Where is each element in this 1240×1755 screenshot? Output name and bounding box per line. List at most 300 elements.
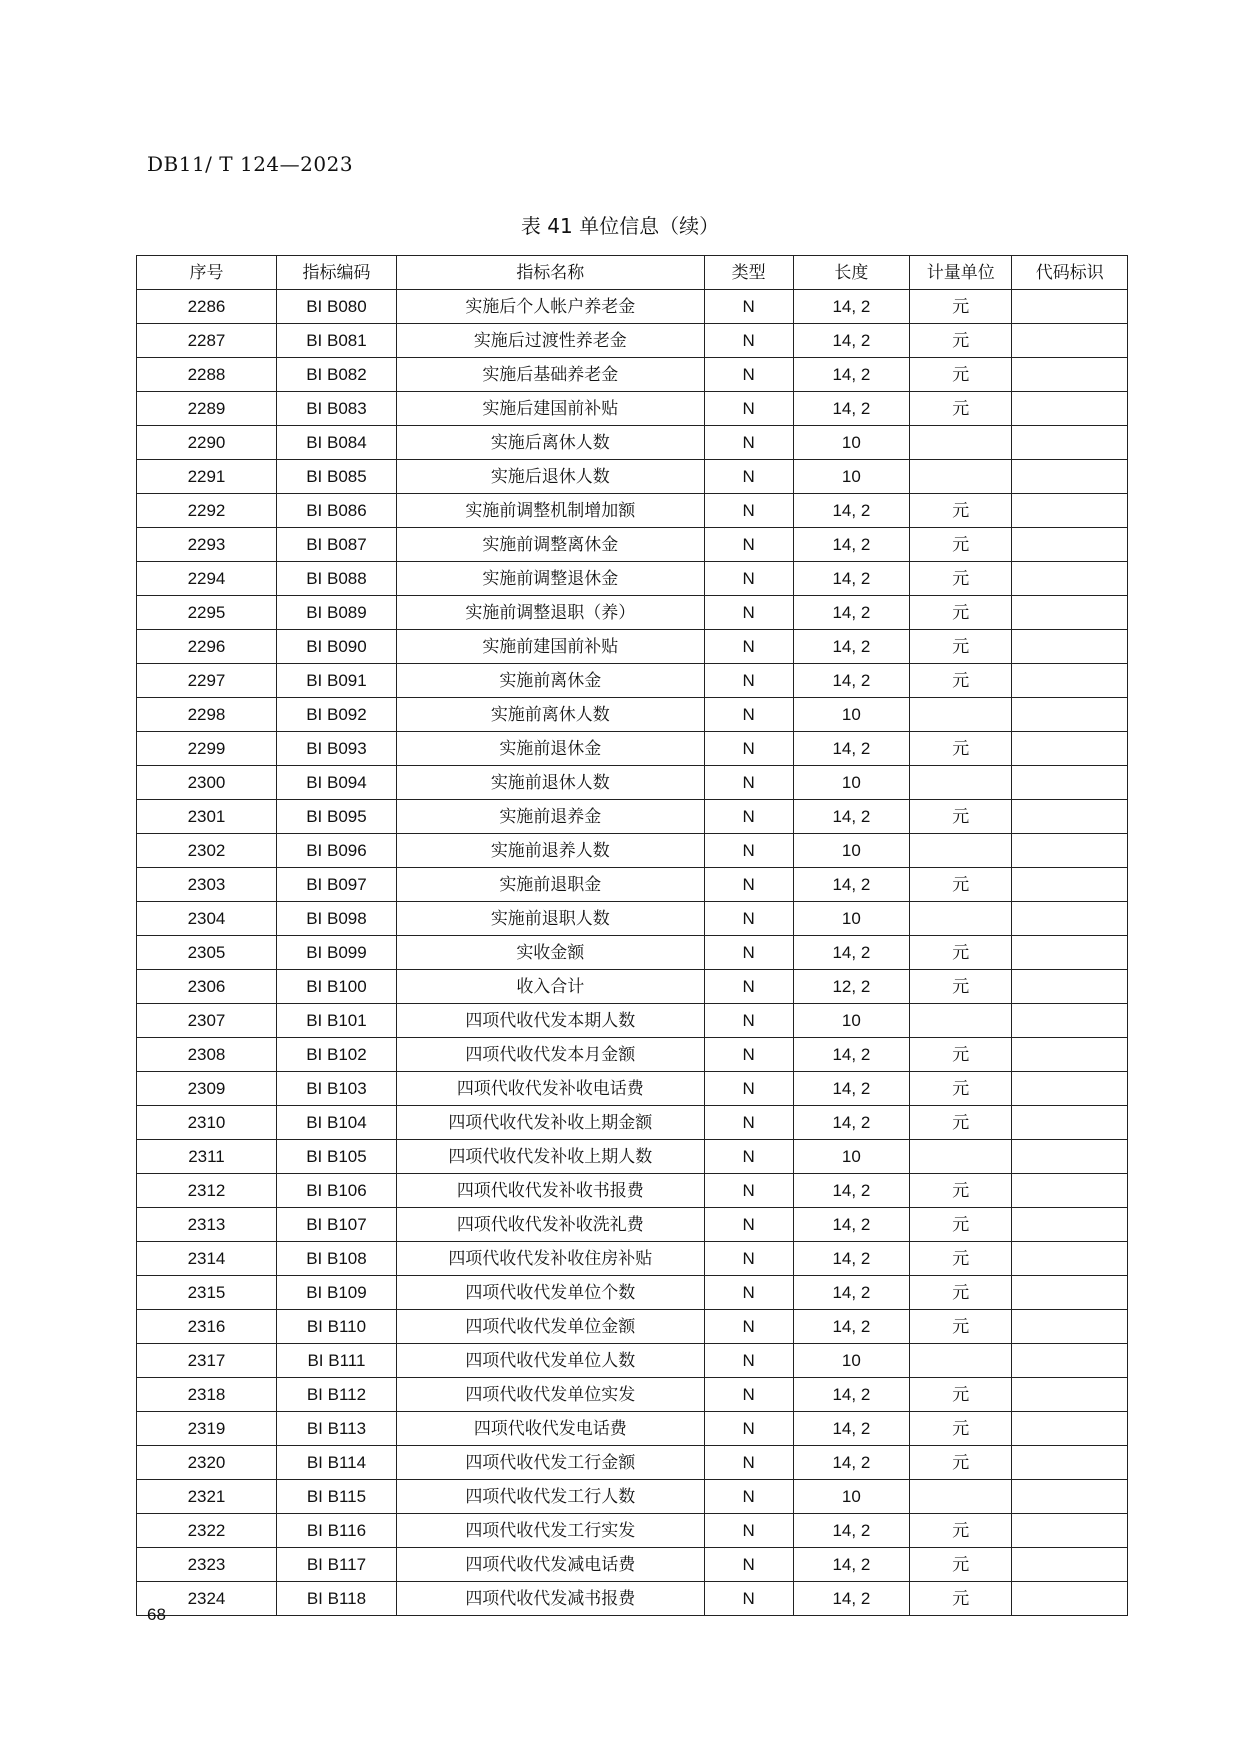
cell-code: BI B102 [276,1038,396,1072]
cell-code: BI B115 [276,1480,396,1514]
cell-code-flag [1012,392,1128,426]
cell-unit: 元 [910,1174,1012,1208]
cell-code-flag [1012,1446,1128,1480]
cell-type: N [704,664,793,698]
cell-seq: 2287 [137,324,277,358]
cell-name: 实施前离休人数 [396,698,704,732]
cell-seq: 2310 [137,1106,277,1140]
document-code: DB11/ T 124—2023 [147,152,354,176]
cell-name: 四项代收代发补收电话费 [396,1072,704,1106]
table-row [137,868,1128,902]
cell-code: BI B095 [276,800,396,834]
cell-unit: 元 [910,358,1012,392]
cell-seq: 2300 [137,766,277,800]
cell-unit: 元 [910,1242,1012,1276]
cell-code: BI B096 [276,834,396,868]
cell-code-flag [1012,1548,1128,1582]
cell-length: 10 [793,426,910,460]
cell-code-flag [1012,1582,1128,1616]
cell-type: N [704,970,793,1004]
cell-type: N [704,596,793,630]
cell-seq: 2297 [137,664,277,698]
cell-type: N [704,1582,793,1616]
cell-unit: 元 [910,562,1012,596]
cell-name: 收入合计 [396,970,704,1004]
cell-name: 实施前调整机制增加额 [396,494,704,528]
cell-seq: 2305 [137,936,277,970]
cell-code: BI B113 [276,1412,396,1446]
cell-name: 实施前退休人数 [396,766,704,800]
cell-unit [910,766,1012,800]
cell-unit: 元 [910,1548,1012,1582]
cell-code-flag [1012,494,1128,528]
cell-type: N [704,1514,793,1548]
header-code-flag: 代码标识 [1012,256,1128,290]
cell-seq: 2311 [137,1140,277,1174]
cell-length: 14, 2 [793,1276,910,1310]
cell-name: 四项代收代发工行人数 [396,1480,704,1514]
cell-seq: 2299 [137,732,277,766]
table-row [137,664,1128,698]
cell-type: N [704,1548,793,1582]
cell-code-flag [1012,1140,1128,1174]
cell-name: 四项代收代发单位金额 [396,1310,704,1344]
cell-type: N [704,1038,793,1072]
cell-type: N [704,1072,793,1106]
cell-type: N [704,1242,793,1276]
cell-length: 10 [793,1004,910,1038]
cell-length: 14, 2 [793,1412,910,1446]
cell-length: 14, 2 [793,562,910,596]
cell-name: 实施后退休人数 [396,460,704,494]
cell-type: N [704,732,793,766]
cell-seq: 2322 [137,1514,277,1548]
cell-length: 14, 2 [793,290,910,324]
cell-name: 四项代收代发补收上期金额 [396,1106,704,1140]
cell-code: BI B118 [276,1582,396,1616]
table-row [137,1208,1128,1242]
cell-unit [910,426,1012,460]
cell-type: N [704,562,793,596]
cell-length: 14, 2 [793,1106,910,1140]
cell-code: BI B085 [276,460,396,494]
cell-code-flag [1012,698,1128,732]
cell-length: 10 [793,834,910,868]
cell-code: BI B086 [276,494,396,528]
cell-unit [910,460,1012,494]
cell-type: N [704,358,793,392]
table-row [137,324,1128,358]
cell-unit: 元 [910,1514,1012,1548]
cell-code-flag [1012,800,1128,834]
cell-length: 14, 2 [793,936,910,970]
cell-name: 四项代收代发本期人数 [396,1004,704,1038]
cell-seq: 2286 [137,290,277,324]
cell-code: BI B083 [276,392,396,426]
cell-unit [910,1004,1012,1038]
cell-code: BI B088 [276,562,396,596]
cell-seq: 2309 [137,1072,277,1106]
cell-code: BI B100 [276,970,396,1004]
cell-code-flag [1012,1004,1128,1038]
page-number: 68 [147,1605,166,1624]
cell-name: 实施前离休金 [396,664,704,698]
cell-code: BI B092 [276,698,396,732]
table-row [137,800,1128,834]
cell-name: 实施前调整退职（养） [396,596,704,630]
cell-length: 14, 2 [793,358,910,392]
cell-unit: 元 [910,1582,1012,1616]
cell-code: BI B112 [276,1378,396,1412]
cell-name: 四项代收代发电话费 [396,1412,704,1446]
cell-type: N [704,460,793,494]
cell-length: 10 [793,698,910,732]
cell-code: BI B104 [276,1106,396,1140]
cell-code: BI B087 [276,528,396,562]
cell-name: 实施前退养人数 [396,834,704,868]
cell-code-flag [1012,1242,1128,1276]
cell-seq: 2296 [137,630,277,664]
cell-length: 14, 2 [793,392,910,426]
table-row [137,426,1128,460]
cell-name: 四项代收代发补收书报费 [396,1174,704,1208]
cell-seq: 2298 [137,698,277,732]
cell-type: N [704,902,793,936]
table-row [137,1446,1128,1480]
cell-code-flag [1012,1106,1128,1140]
cell-seq: 2303 [137,868,277,902]
cell-seq: 2306 [137,970,277,1004]
cell-code-flag [1012,596,1128,630]
cell-name: 四项代收代发补收上期人数 [396,1140,704,1174]
cell-length: 10 [793,902,910,936]
cell-length: 14, 2 [793,596,910,630]
table-row [137,970,1128,1004]
table-row [137,1514,1128,1548]
cell-code-flag [1012,324,1128,358]
cell-type: N [704,1174,793,1208]
table-row [137,1140,1128,1174]
cell-type: N [704,1378,793,1412]
cell-length: 12, 2 [793,970,910,1004]
cell-code-flag [1012,1038,1128,1072]
cell-code: BI B098 [276,902,396,936]
cell-code: BI B101 [276,1004,396,1038]
table-row [137,698,1128,732]
cell-seq: 2314 [137,1242,277,1276]
cell-length: 14, 2 [793,494,910,528]
cell-name: 四项代收代发单位实发 [396,1378,704,1412]
cell-name: 实施后离休人数 [396,426,704,460]
cell-code-flag [1012,1072,1128,1106]
cell-length: 14, 2 [793,800,910,834]
cell-name: 实施后建国前补贴 [396,392,704,426]
cell-length: 14, 2 [793,664,910,698]
cell-code: BI B097 [276,868,396,902]
table-row [137,358,1128,392]
cell-type: N [704,392,793,426]
table-row [137,902,1128,936]
cell-length: 14, 2 [793,1208,910,1242]
cell-unit: 元 [910,494,1012,528]
table-row [137,1242,1128,1276]
cell-code: BI B106 [276,1174,396,1208]
table-row [137,596,1128,630]
cell-code-flag [1012,766,1128,800]
cell-type: N [704,698,793,732]
cell-name: 四项代收代发单位人数 [396,1344,704,1378]
cell-length: 14, 2 [793,528,910,562]
table-title: 表 41 单位信息（续） [520,214,720,238]
table-row [137,1344,1128,1378]
cell-code-flag [1012,970,1128,1004]
cell-length: 10 [793,1480,910,1514]
cell-type: N [704,426,793,460]
cell-type: N [704,1140,793,1174]
cell-unit: 元 [910,1038,1012,1072]
cell-name: 四项代收代发减电话费 [396,1548,704,1582]
cell-code-flag [1012,868,1128,902]
cell-code-flag [1012,902,1128,936]
cell-code-flag [1012,664,1128,698]
cell-type: N [704,528,793,562]
cell-type: N [704,1106,793,1140]
cell-code: BI B103 [276,1072,396,1106]
cell-unit [910,834,1012,868]
cell-length: 10 [793,766,910,800]
header-unit: 计量单位 [910,256,1012,290]
cell-name: 四项代收代发补收洗礼费 [396,1208,704,1242]
cell-name: 实施前退职金 [396,868,704,902]
table-row [137,1582,1128,1616]
cell-seq: 2312 [137,1174,277,1208]
cell-type: N [704,766,793,800]
table-row [137,1378,1128,1412]
header-seq: 序号 [137,256,277,290]
cell-type: N [704,936,793,970]
cell-length: 14, 2 [793,1378,910,1412]
cell-code: BI B093 [276,732,396,766]
table-row [137,494,1128,528]
cell-seq: 2319 [137,1412,277,1446]
cell-code-flag [1012,834,1128,868]
cell-seq: 2304 [137,902,277,936]
cell-seq: 2295 [137,596,277,630]
cell-name: 实施后个人帐户养老金 [396,290,704,324]
cell-unit [910,1344,1012,1378]
cell-name: 实施后过渡性养老金 [396,324,704,358]
cell-unit: 元 [910,528,1012,562]
cell-length: 10 [793,1140,910,1174]
cell-name: 实施前建国前补贴 [396,630,704,664]
cell-unit [910,902,1012,936]
cell-code-flag [1012,936,1128,970]
cell-code-flag [1012,1174,1128,1208]
cell-type: N [704,1446,793,1480]
cell-code: BI B089 [276,596,396,630]
cell-type: N [704,1004,793,1038]
cell-length: 14, 2 [793,1548,910,1582]
table-row [137,630,1128,664]
cell-code-flag [1012,1344,1128,1378]
cell-code: BI B117 [276,1548,396,1582]
cell-type: N [704,1276,793,1310]
cell-unit: 元 [910,1072,1012,1106]
cell-code: BI B084 [276,426,396,460]
cell-unit: 元 [910,1106,1012,1140]
table-row [137,1310,1128,1344]
cell-seq: 2317 [137,1344,277,1378]
cell-type: N [704,630,793,664]
cell-length: 14, 2 [793,868,910,902]
cell-length: 14, 2 [793,1514,910,1548]
cell-unit: 元 [910,290,1012,324]
table-row [137,1548,1128,1582]
cell-name: 实施后基础养老金 [396,358,704,392]
cell-type: N [704,1310,793,1344]
table-row [137,1480,1128,1514]
cell-unit: 元 [910,970,1012,1004]
cell-type: N [704,494,793,528]
cell-unit: 元 [910,596,1012,630]
cell-seq: 2323 [137,1548,277,1582]
cell-code: BI B081 [276,324,396,358]
cell-code-flag [1012,1208,1128,1242]
table-row [137,834,1128,868]
cell-code: BI B110 [276,1310,396,1344]
cell-seq: 2316 [137,1310,277,1344]
cell-type: N [704,1208,793,1242]
table-row [137,460,1128,494]
cell-code: BI B099 [276,936,396,970]
table-row [137,936,1128,970]
cell-seq: 2290 [137,426,277,460]
cell-length: 14, 2 [793,630,910,664]
cell-length: 10 [793,460,910,494]
cell-name: 四项代收代发本月金额 [396,1038,704,1072]
cell-name: 实施前退职人数 [396,902,704,936]
cell-code-flag [1012,1276,1128,1310]
cell-code: BI B109 [276,1276,396,1310]
table-row [137,1412,1128,1446]
table-row [137,1276,1128,1310]
cell-seq: 2321 [137,1480,277,1514]
cell-code-flag [1012,290,1128,324]
cell-seq: 2315 [137,1276,277,1310]
table-row [137,1106,1128,1140]
cell-code-flag [1012,1310,1128,1344]
cell-seq: 2318 [137,1378,277,1412]
cell-unit [910,1480,1012,1514]
cell-seq: 2307 [137,1004,277,1038]
cell-type: N [704,800,793,834]
cell-seq: 2308 [137,1038,277,1072]
cell-seq: 2320 [137,1446,277,1480]
cell-name: 实施前调整离休金 [396,528,704,562]
table-row [137,1174,1128,1208]
cell-code: BI B108 [276,1242,396,1276]
cell-seq: 2293 [137,528,277,562]
header-name: 指标名称 [396,256,704,290]
cell-unit: 元 [910,1276,1012,1310]
cell-name: 实施前退养金 [396,800,704,834]
cell-seq: 2301 [137,800,277,834]
table-row [137,528,1128,562]
cell-type: N [704,1480,793,1514]
cell-seq: 2289 [137,392,277,426]
cell-unit: 元 [910,936,1012,970]
cell-seq: 2291 [137,460,277,494]
cell-type: N [704,1412,793,1446]
cell-length: 14, 2 [793,1242,910,1276]
cell-name: 四项代收代发补收住房补贴 [396,1242,704,1276]
cell-name: 四项代收代发单位个数 [396,1276,704,1310]
cell-length: 14, 2 [793,1174,910,1208]
cell-unit: 元 [910,1378,1012,1412]
cell-unit: 元 [910,1412,1012,1446]
cell-code-flag [1012,426,1128,460]
cell-code: BI B111 [276,1344,396,1378]
cell-seq: 2294 [137,562,277,596]
header-code: 指标编码 [276,256,396,290]
table-row [137,766,1128,800]
cell-code: BI B107 [276,1208,396,1242]
cell-seq: 2302 [137,834,277,868]
cell-code: BI B090 [276,630,396,664]
table-row [137,1038,1128,1072]
cell-length: 14, 2 [793,324,910,358]
cell-unit [910,1140,1012,1174]
cell-code-flag [1012,358,1128,392]
cell-seq: 2288 [137,358,277,392]
cell-unit: 元 [910,630,1012,664]
table-row [137,732,1128,766]
cell-code-flag [1012,460,1128,494]
cell-seq: 2313 [137,1208,277,1242]
cell-code-flag [1012,1378,1128,1412]
cell-code: BI B082 [276,358,396,392]
cell-unit: 元 [910,664,1012,698]
cell-unit: 元 [910,1208,1012,1242]
table-row [137,1072,1128,1106]
cell-unit: 元 [910,868,1012,902]
cell-unit: 元 [910,324,1012,358]
cell-name: 实施前退休金 [396,732,704,766]
cell-length: 14, 2 [793,732,910,766]
cell-type: N [704,868,793,902]
cell-length: 14, 2 [793,1582,910,1616]
header-length: 长度 [793,256,910,290]
cell-code: BI B114 [276,1446,396,1480]
cell-unit: 元 [910,1446,1012,1480]
cell-name: 实收金额 [396,936,704,970]
cell-unit: 元 [910,800,1012,834]
cell-code-flag [1012,1480,1128,1514]
cell-code: BI B094 [276,766,396,800]
cell-unit: 元 [910,1310,1012,1344]
table-header-row [137,256,1128,290]
cell-name: 四项代收代发减书报费 [396,1582,704,1616]
cell-name: 四项代收代发工行实发 [396,1514,704,1548]
cell-unit: 元 [910,392,1012,426]
cell-type: N [704,834,793,868]
cell-code-flag [1012,732,1128,766]
cell-code-flag [1012,1412,1128,1446]
header-type: 类型 [704,256,793,290]
cell-code: BI B080 [276,290,396,324]
cell-code-flag [1012,630,1128,664]
table-body [137,290,1128,1616]
